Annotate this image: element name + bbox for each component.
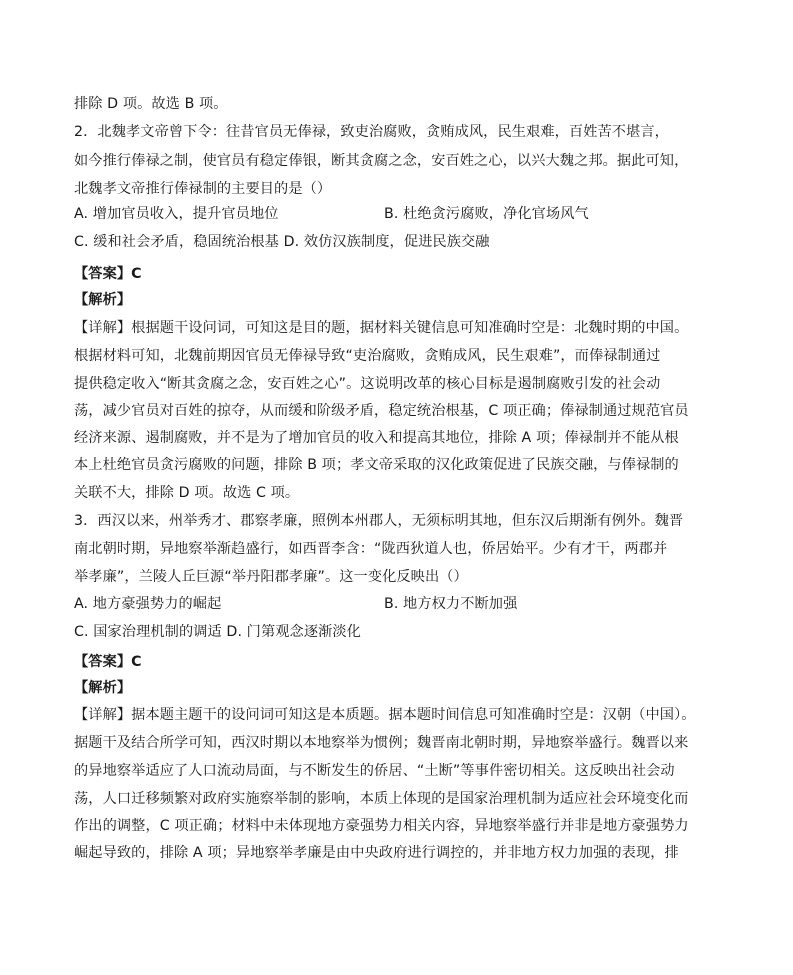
- text-line: 荡，人口迁移频繁对政府实施察举制的影响，本质上体现的是国家治理机制为适应社会环境变化而: [74, 791, 689, 807]
- options-c-d: C. 缓和社会矛盾，稳固统治根基 D. 效仿汉族制度，促进民族交融: [74, 234, 490, 250]
- text-line: 荡，减少官员对百姓的掠夺，从而缓和阶级矛盾，稳定统治根基，C 项正确；俸禄制通过规范官员: [74, 403, 689, 419]
- text-line: 北魏孝文帝推行俸禄制的主要目的是（）: [74, 181, 332, 197]
- text-line: 作出的调整，C 项正确；材料中未体现地方豪强势力相关内容，异地察举盛行并非是地方豪强势力: [74, 818, 689, 834]
- answer-label: 【答案】C: [74, 266, 142, 282]
- analysis-label: 【解析】: [74, 292, 132, 308]
- option-b: B. 地方权力不断加强: [384, 596, 518, 612]
- text-line: 崛起导致的，排除 A 项；异地察举孝廉是由中央政府进行调控的，并非地方权力加强的表现，排: [74, 845, 679, 861]
- text-line: 排除 D 项。故选 B 项。: [74, 96, 228, 112]
- option-b: B. 杜绝贪污腐败，净化官场风气: [384, 206, 589, 222]
- text-line: 如今推行俸禄之制，使官员有稳定俸银，断其贪腐之念，安百姓之心，以兴大魏之邦。据此可知，: [74, 153, 689, 169]
- text-line: 据题干及结合所学可知，西汉时期以本地察举为惯例；魏晋南北朝时期，异地察举盛行。魏晋以来: [74, 735, 689, 751]
- text-line: 南北朝时期，异地察举渐趋盛行，如西晋李含：“陇西狄道人也，侨居始平。少有才干，两郡并: [74, 541, 668, 557]
- detail-text: 【详解】据本题主题干的设问词可知这是本质题。据本题时间信息可知准确时空是：汉朝（中国）。: [74, 707, 696, 723]
- option-a: A. 增加官员收入，提升官员地位: [74, 206, 279, 222]
- question-3-stem: 3．西汉以来，州举秀才、郡察孝廉，照例本州郡人，无须标明其地，但东汉后期渐有例外。魏晋: [74, 513, 684, 529]
- answer-label: 【答案】C: [74, 654, 142, 670]
- text-line: 根据材料可知，北魏前期因官员无俸禄导致“吏治腐败，贪贿成风，民生艰难”，而俸禄制通过: [74, 348, 661, 364]
- text-line: 本上杜绝官员贪污腐败的问题，排除 B 项；孝文帝采取的汉化政策促进了民族交融，与俸禄制的: [74, 457, 679, 473]
- text-line: 的异地察举适应了人口流动局面，与不断发生的侨居、“土断”等事件密切相关。这反映出社会动: [74, 763, 675, 779]
- text-line: 经济来源、遏制腐败，并不是为了增加官员的收入和提高其地位，排除 A 项；俸禄制并不能从根: [74, 430, 679, 446]
- detail-text: 【详解】根据题干设问词，可知这是目的题，据材料关键信息可知准确时空是：北魏时期的中国。: [74, 320, 689, 336]
- option-a: A. 地方豪强势力的崛起: [74, 596, 222, 612]
- text-line: 举孝廉”，兰陵人丘巨源“举丹阳郡孝廉”。这一变化反映出（）: [74, 569, 468, 585]
- options-c-d: C. 国家治理机制的调适 D. 门第观念逐渐淡化: [74, 624, 361, 640]
- text-line: 提供稳定收入“断其贪腐之念，安百姓之心”。这说明改革的核心目标是遏制腐败引发的社会动: [74, 376, 661, 392]
- text-line: 关联不大，排除 D 项。故选 C 项。: [74, 485, 300, 501]
- question-2-stem: 2．北魏孝文帝曾下令：往昔官员无俸禄，致吏治腐败，贪贿成风，民生艰难，百姓苦不堪言，: [74, 124, 669, 140]
- analysis-label: 【解析】: [74, 680, 132, 696]
